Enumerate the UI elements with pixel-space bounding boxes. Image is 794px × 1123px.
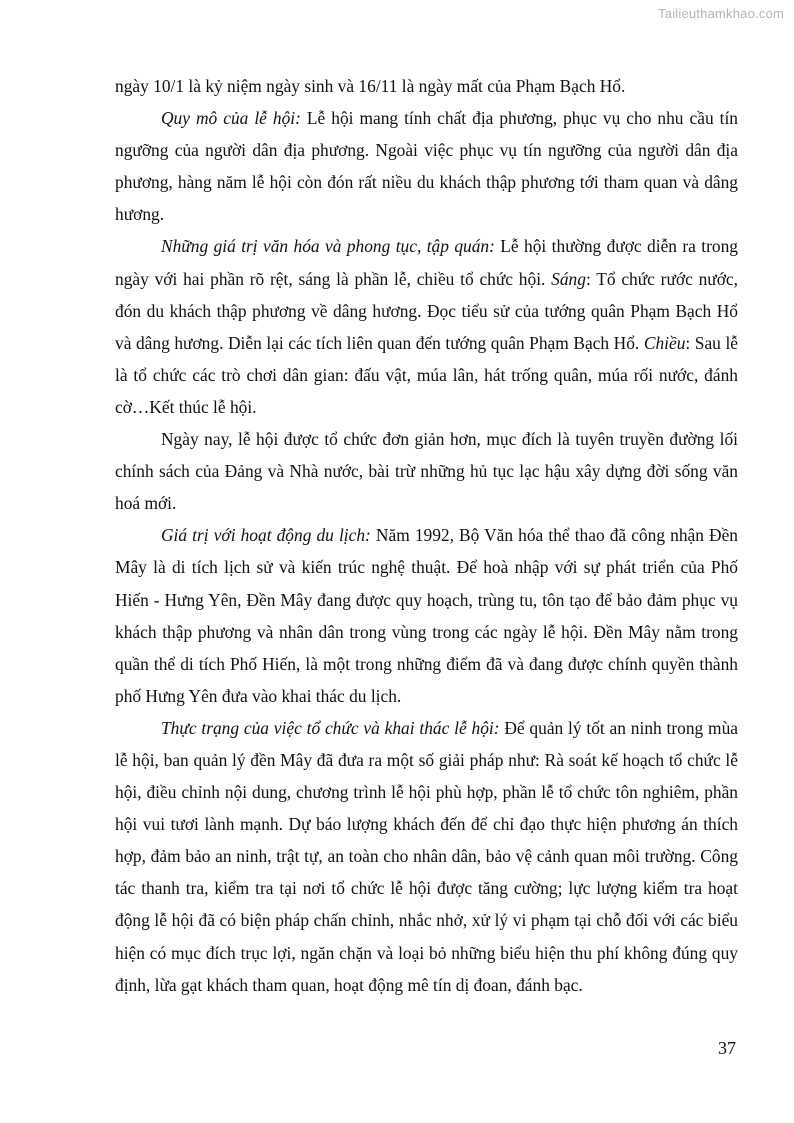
paragraph-text: Lễ hội thường được diễn ra trong ngày với hai phần rõ rệt, sáng là phần lễ, chiều tổ chức hội. bbox=[115, 236, 739, 289]
section-heading: Những giá trị văn hóa và phong tục, tập quán: bbox=[161, 236, 495, 257]
paragraph-text: ngày 10/1 là kỷ niệm ngày sinh và 16/11 là ngày mất của Phạm Bạch Hổ. bbox=[115, 76, 626, 96]
inline-label-morning: Sáng bbox=[551, 268, 586, 289]
paragraph bbox=[115, 230, 738, 423]
section-heading: Giá trị với hoạt động du lịch: bbox=[161, 525, 371, 546]
paragraph bbox=[115, 712, 738, 1001]
watermark: Tailieuthamkhao.com bbox=[658, 6, 784, 21]
paragraph-text: Lễ hội mang tính chất địa phương, phục vụ cho nhu cầu tín ngưỡng của người dân địa phương. Ngoài việc phục vụ tín ngưỡng của người dân địa phương, hàng năm lễ hội còn đón rất niều du khách thập phương tới tham quan và dâng hương. bbox=[115, 108, 738, 225]
paragraph-text: Ngày nay, lễ hội được tổ chức đơn giản hơn, mục đích là tuyên truyền đường lối chính sách của Đảng và Nhà nước, bài trừ những hủ tục lạc hậu xây dựng đời sống văn hoá mới. bbox=[115, 429, 738, 514]
paragraph bbox=[115, 102, 738, 230]
paragraph-text: Để quản lý tốt an ninh trong mùa lễ hội, ban quản lý đền Mây đã đưa ra một số giải pháp như: Rà soát kế hoạch tổ chức lễ hội, điều chỉnh nội dung, chương trình lễ hội phù hợp, phần lễ tổ chức tôn nghiêm, phần hội vui tươi lành mạnh. Dự báo lượng khách đến để chỉ đạo thực hiện phương án thích hợp, đảm bảo an ninh, trật tự, an toàn cho nhân dân, bảo vệ cảnh quan môi trường. Công tác thanh tra, kiểm tra tại nơi tổ chức lễ hội được tăng cường; lực lượng kiểm tra hoạt động lễ hội đã có biện pháp chấn chỉnh, nhắc nhở, xử lý vi phạm tại chỗ đối với các biểu hiện có mục đích trục lợi, ngăn chặn và loại bỏ những biểu hiện thu phí không đúng quy định, lừa gạt khách tham quan, hoạt động mê tín dị đoan, đánh bạc. bbox=[115, 717, 738, 995]
paragraph-text: : Sau lễ là tổ chức các trò chơi dân gian: đấu vật, múa lân, hát trống quân, múa rối nước, đánh cờ…Kết thúc lễ hội. bbox=[115, 332, 738, 417]
paragraph-text: : Tổ chức rước nước, đón du khách thập phương về dâng hương. Đọc tiểu sử của tướng quân Phạm Bạch Hổ và dâng hương. Diễn lại các tích liên quan đến tướng quân Phạm Bạch Hổ. bbox=[115, 268, 738, 353]
page-number: 37 bbox=[718, 1038, 736, 1058]
paragraph bbox=[115, 519, 738, 712]
inline-label-afternoon: Chiều bbox=[643, 332, 686, 353]
paragraph bbox=[115, 70, 738, 102]
paragraph bbox=[115, 423, 738, 519]
section-heading: Quy mô của lễ hội: bbox=[161, 108, 301, 129]
section-heading: Thực trạng của việc tổ chức và khai thác lễ hội: bbox=[161, 717, 500, 738]
paragraph-text: Năm 1992, Bộ Văn hóa thể thao đã công nhận Đền Mây là di tích lịch sử và kiến trúc nghệ thuật. Để hoà nhập với sự phát triển của Phố Hiến - Hưng Yên, Đền Mây đang được quy hoạch, trùng tu, tôn tạo để bảo đảm phục vụ khách thập phương và nhân dân trong vùng trong các ngày lễ hội. Đền Mây nằm trong quần thể di tích Phố Hiến, là một trong những điểm đã và đang được chính quyền thành phố Hưng Yên đưa vào khai thác du lịch. bbox=[115, 525, 738, 706]
page-body bbox=[115, 70, 738, 1001]
